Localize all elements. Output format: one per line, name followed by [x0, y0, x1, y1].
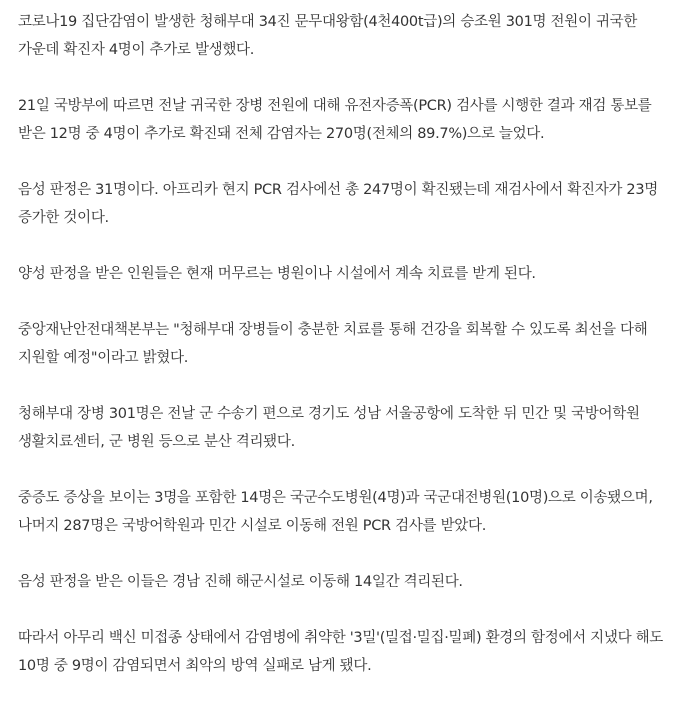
article-paragraph: 코로나19 집단감염이 발생한 청해부대 34진 문무대왕함(4천400t급)의 승조원 301명 전원이 귀국한 가운데 확진자 4명이 추가로 발생했다.	[18, 14, 638, 58]
article-paragraph: 음성 판정은 31명이다. 아프리카 현지 PCR 검사에선 총 247명이 확진됐는데 재검사에서 확진자가 23명 증가한 것이다.	[18, 182, 658, 226]
article-paragraph: 중앙재난안전대책본부는 "청해부대 장병들이 충분한 치료를 통해 건강을 회복할 수 있도록 최선을 다해 지원할 예정"이라고 밝혔다.	[18, 322, 648, 366]
article-paragraph: 따라서 아무리 백신 미접종 상태에서 감염병에 취약한 '3밀'(밀접·밀집·밀폐) 환경의 함정에서 지냈다 해도 10명 중 9명이 감염되면서 최악의 방역 실패로 남게 됐다.	[18, 630, 664, 674]
article-paragraph: 청해부대 장병 301명은 전날 군 수송기 편으로 경기도 성남 서울공항에 도착한 뒤 민간 및 국방어학원 생활치료센터, 군 병원 등으로 분산 격리됐다.	[18, 406, 640, 450]
article-paragraph: 21일 국방부에 따르면 전날 귀국한 장병 전원에 대해 유전자증폭(PCR) 검사를 시행한 결과 재검 통보를 받은 12명 중 4명이 추가로 확진돼 전체 감염자는 270명(전체의 89.7%)으로 늘었다.	[18, 98, 652, 142]
article-paragraph: 양성 판정을 받은 인원들은 현재 머무르는 병원이나 시설에서 계속 치료를 받게 된다.	[18, 266, 536, 282]
article-paragraph: 중증도 증상을 보이는 3명을 포함한 14명은 국군수도병원(4명)과 국군대전병원(10명)으로 이송됐으며, 나머지 287명은 국방어학원과 민간 시설로 이동해 전원 PCR 검사를 받았다.	[18, 490, 653, 534]
article-body	[18, 8, 680, 680]
article-paragraph: 음성 판정을 받은 이들은 경남 진해 해군시설로 이동해 14일간 격리된다.	[18, 574, 463, 590]
